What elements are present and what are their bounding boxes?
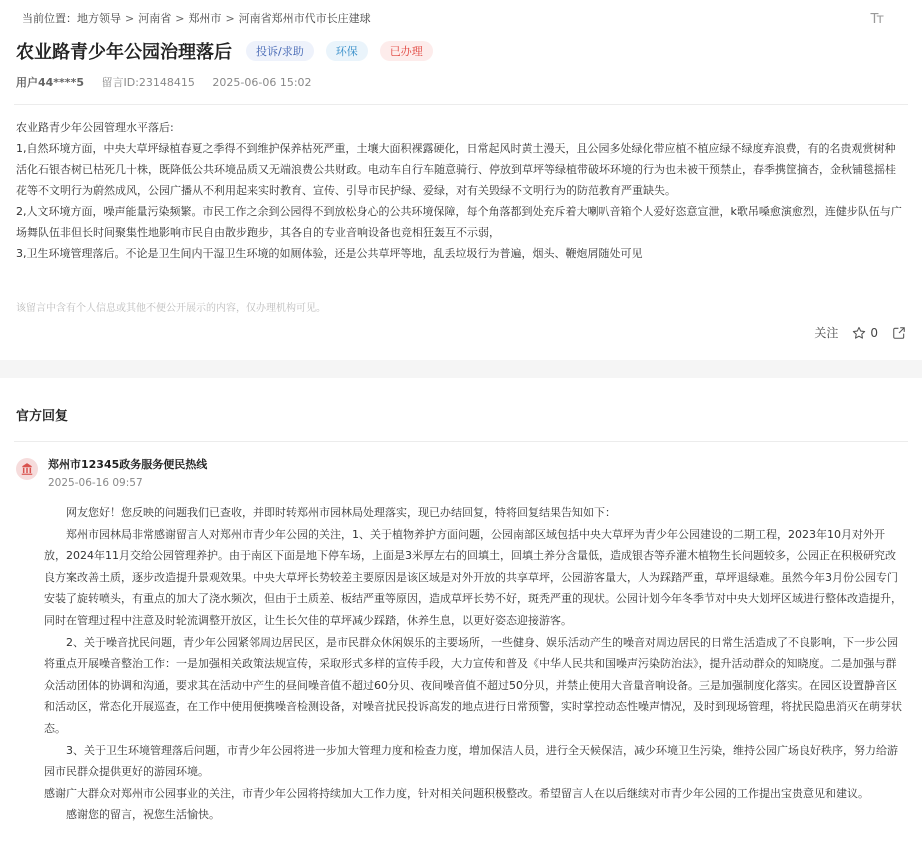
reply-paragraph: 3、关于卫生环境管理落后问题，市青少年公园将进一步加大管理力度和检查力度，增加保洁人员，进行全天候保洁，减少环境卫生污染，维持公园广场良好秩序，努力给游园市民群众提供更好的游园环境。 — [44, 743, 898, 779]
follow-button[interactable]: 关注 — [814, 326, 839, 340]
content-paragraph: 1,自然环境方面，中央大草坪绿植春夏之季得不到维护保养枯死严重，土壤大面积裸露硬化，日常起风时黄土漫天，且公园多处绿化带应植不植应绿不绿度弃浪费，有的名贵观赏树种活化石银杏树已枯死几十株，既降低公共环境品质又无端浪费公共财政。电动车自行车随意骑行、停放到草坪等绿植带破坏环境的行为也未被干预禁止，春季携筐摘杏，金秋铺毯摇桂花等不文明行为蔚然成风，公园广播从不利用起来实时教育、宣传、引导市民护绿、爱绿，对有关毁绿不文明行为的防范教育严重缺失。 — [16, 142, 896, 197]
post-actions — [814, 324, 906, 341]
breadcrumb-item-mayor[interactable]: 河南省郑州市代市长庄建球 — [238, 12, 371, 25]
reply-datetime: 2025-06-16 09:57 — [48, 477, 143, 489]
reply-paragraph: 感谢您的留言，祝您生活愉快。 — [66, 808, 220, 822]
reply-header — [16, 456, 207, 492]
breadcrumb-prefix: 当前位置： — [22, 12, 77, 25]
reply-paragraph: 感谢广大群众对郑州市公园事业的关注，市青少年公园将持续加大工作力度，针对相关问题积极整改。希望留言人在以后继续对市青少年公园的工作提出宝贵意见和建议。 — [44, 786, 869, 800]
content-paragraph: 3,卫生环境管理落后。不论是卫生间内干湿卫生环境的如厕体验，还是公共草坪等地，乱丢垃圾行为普遍，烟头、鞭炮屑随处可见 — [16, 247, 643, 260]
official-reply-title: 官方回复 — [16, 409, 69, 424]
breadcrumb-item-henan[interactable]: 河南省 — [138, 12, 172, 25]
post-datetime: 2025-06-06 15:02 — [212, 76, 312, 89]
like-button[interactable] — [852, 326, 878, 340]
post-meta — [16, 74, 312, 90]
divider — [14, 441, 908, 442]
reply-organization: 郑州市12345政务服务便民热线 — [48, 458, 208, 471]
breadcrumb-item-local-leaders[interactable]: 地方领导 — [77, 12, 121, 25]
post-content — [16, 117, 904, 264]
divider — [14, 104, 908, 105]
title-row — [16, 38, 433, 64]
hotline-logo-icon — [16, 458, 38, 480]
post-user: 用户44****5 — [16, 76, 84, 89]
share-icon[interactable] — [892, 326, 906, 340]
content-paragraph: 农业路青少年公园管理水平落后: — [16, 121, 174, 134]
status-badge: 已办理 — [380, 41, 433, 61]
breadcrumb-separator: > — [175, 11, 185, 25]
breadcrumb-separator: > — [225, 11, 235, 25]
page-title: 农业路青少年公园治理落后 — [16, 42, 232, 63]
breadcrumb — [22, 10, 371, 26]
reply-paragraph: 2、关于噪音扰民问题，青少年公园紧邻周边居民区，是市民群众休闲娱乐的主要场所，一些健身、娱乐活动产生的噪音对周边居民的日常生活造成了不良影响，下一步公园将重点开展噪音整治工作：一是加强相关政策法规宣传，采取形式多样的宣传手段，大力宣传和普及《中华人民共和国噪声污染防治法》，提升活动群众的知晓度。二是加强与群众活动团体的协调和沟通，要求其在活动中产生的昼间噪音值不超过60分贝、夜间噪音值不超过50分贝，并禁止使用大音量音响设备。三是加强制度化落实。在园区设置静音区和活动区，常态化开展巡查，在工作中使用便携噪音检测设备，对噪音扰民投诉高发的地点进行日常预警，实时掌控动态性噪声情况，及时到现场管理，将扰民隐患消灭在萌芽状态。 — [44, 635, 902, 735]
star-icon — [852, 326, 866, 340]
like-count: 0 — [870, 325, 878, 340]
topic-tag: 环保 — [326, 41, 368, 61]
reply-paragraph: 郑州市园林局非常感谢留言人对郑州市青少年公园的关注，1、关于植物养护方面问题，公园南部区域包括中央大草坪为青少年公园建设的二期工程，2023年10月对外开放，2024年11月交给公园管理养护。由于南区下面是地下停车场，上面是3米厚左右的回填土，回填土养分含量低，造成银杏等乔灌木植物生长问题较多，公园正在积极研究改良方案改善土质，逐步改造提升景观效果。中央大草坪长势较差主要原因是该区域是对外开放的共享草坪，公园游客量大，人为踩踏严重，草坪退绿难。虽然今年3月份公园专门安装了旋转喷头，有重点的加大了浇水频次，但由于土质差、板结严重等原因，造成草坪长势不好，斑秃严重的现状。公园计划今年冬季节对中央大划坪区域进行整体改造提升，同时在管理过程中注意及时轮流调整开放区，让生长欠佳的草坪减少踩踏，休养生息，以更好姿态迎接游客。 — [44, 527, 902, 627]
content-paragraph: 2,人文环境方面，噪声能量污染频繁。市民工作之余到公园得不到放松身心的公共环境保障，每个角落都到处充斥着大喇叭音箱个人爱好恣意宣泄，k歌吊嗓愈演愈烈，连健步队伍与广场舞队伍非但长时间聚集性地影响市民自由散步跑步，其各自的专业音响设备也竞相狂轰互不示弱， — [16, 205, 902, 239]
reply-paragraph: 网友您好！您反映的问题我们已查收，并即时转郑州市园林局处理落实，现已办结回复，特将回复结果告知如下： — [66, 506, 616, 519]
font-size-icon[interactable]: Tт — [870, 12, 882, 27]
breadcrumb-item-zhengzhou[interactable]: 郑州市 — [188, 12, 222, 25]
reply-content — [44, 502, 906, 826]
section-separator — [0, 360, 922, 378]
privacy-notice: 该留言中含有个人信息或其他不便公开展示的内容，仅办理机构可见。 — [16, 303, 326, 314]
message-id: 留言ID:23148415 — [101, 76, 195, 89]
category-tag: 投诉/求助 — [246, 41, 314, 61]
breadcrumb-separator: > — [125, 11, 135, 25]
